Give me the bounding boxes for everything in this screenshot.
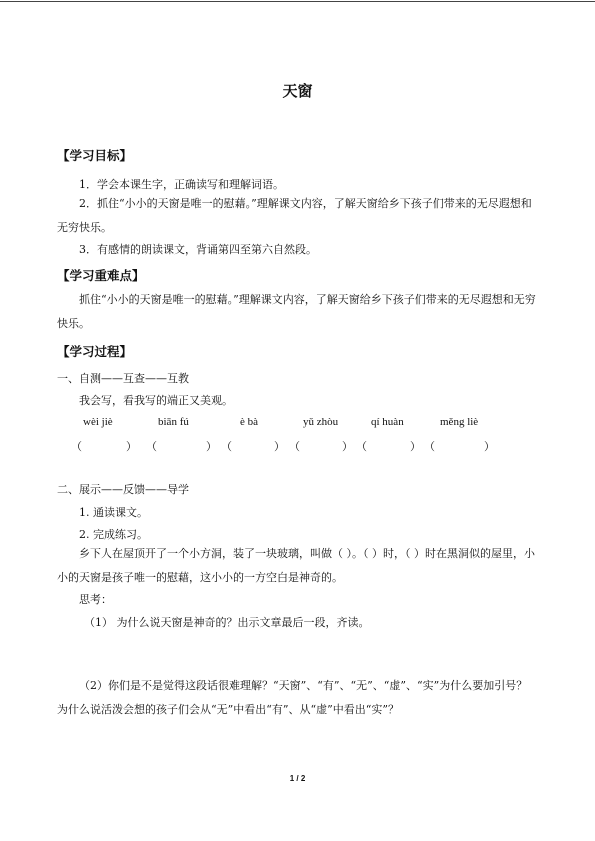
pinyin-3: è bà <box>240 416 259 428</box>
blank-5-open: （ <box>356 440 367 453</box>
question-2: （2）你们是不是觉得这段话很难理解？“天窗”、“有”、“无”、“虚”、“实”为什么要加引号？为什么说活泼会想的孩子们会从“无”中看出“有”、从“虚”中看出“实”？ <box>57 679 528 716</box>
pinyin-4: yǔ zhòu <box>303 416 339 428</box>
part2-exercise: 乡下人在屋顶开了一个小方洞，装了一块玻璃，叫做（ ）。（ ）时，（ ）时在黑洞似的屋里，小小的天窗是孩子唯一的慰藉，这小小的一方空白是神奇的。 <box>57 547 535 584</box>
blank-1-close: ） <box>126 440 137 453</box>
part1-intro: 我会写，看我写的端正又美观。 <box>79 394 233 407</box>
blank-3-close: ） <box>274 440 285 453</box>
part2-step-2: 2. 完成练习。 <box>79 528 148 541</box>
blank-4-close: ） <box>342 440 353 453</box>
page-number: 1 / 2 <box>289 774 306 783</box>
process-heading: 【学习过程】 <box>57 344 133 359</box>
goal-item-3: 3．有感情的朗读课文，背诵第四至第六自然段。 <box>79 243 317 256</box>
part2-title: 二、展示——反馈——导学 <box>57 483 189 496</box>
pinyin-1: wèi jiè <box>83 416 113 428</box>
goal-item-1: 1．学会本课生字，正确读写和理解词语。 <box>79 178 284 191</box>
blank-1-open: （ <box>71 440 82 453</box>
pinyin-5: qí huàn <box>371 416 404 428</box>
blank-4-open: （ <box>289 440 300 453</box>
page-title: 天窗 <box>282 82 313 100</box>
blank-5-close: ） <box>410 440 421 453</box>
question-1: （1） 为什么说天窗是神奇的？出示文章最后一段，齐读。 <box>84 616 370 629</box>
key-points-heading: 【学习重难点】 <box>57 268 145 283</box>
pinyin-row <box>0 416 595 434</box>
blank-6-close: ） <box>484 440 495 453</box>
blank-6-open: （ <box>424 440 435 453</box>
answer-blanks-row <box>0 438 595 456</box>
pinyin-6: měng liè <box>440 416 479 428</box>
blank-2-close: ） <box>206 440 217 453</box>
key-points-text: 抓住“小小的天窗是唯一的慰藉。”理解课文内容，了解天窗给乡下孩子们带来的无尽遐想和无穷快乐。 <box>57 293 536 330</box>
blank-2-open: （ <box>146 440 157 453</box>
goals-heading: 【学习目标】 <box>57 148 133 163</box>
blank-3-open: （ <box>221 440 232 453</box>
part1-title: 一、自测——互查——互教 <box>57 372 189 385</box>
part2-step-1: 1. 通读课文。 <box>79 506 148 519</box>
goal-item-2: 2．抓住“小小的天窗是唯一的慰藉。”理解课文内容，了解天窗给乡下孩子们带来的无尽遐想和无穷快乐。 <box>57 197 532 234</box>
pinyin-2: biān fú <box>158 416 189 428</box>
think-label: 思考： <box>79 593 112 606</box>
